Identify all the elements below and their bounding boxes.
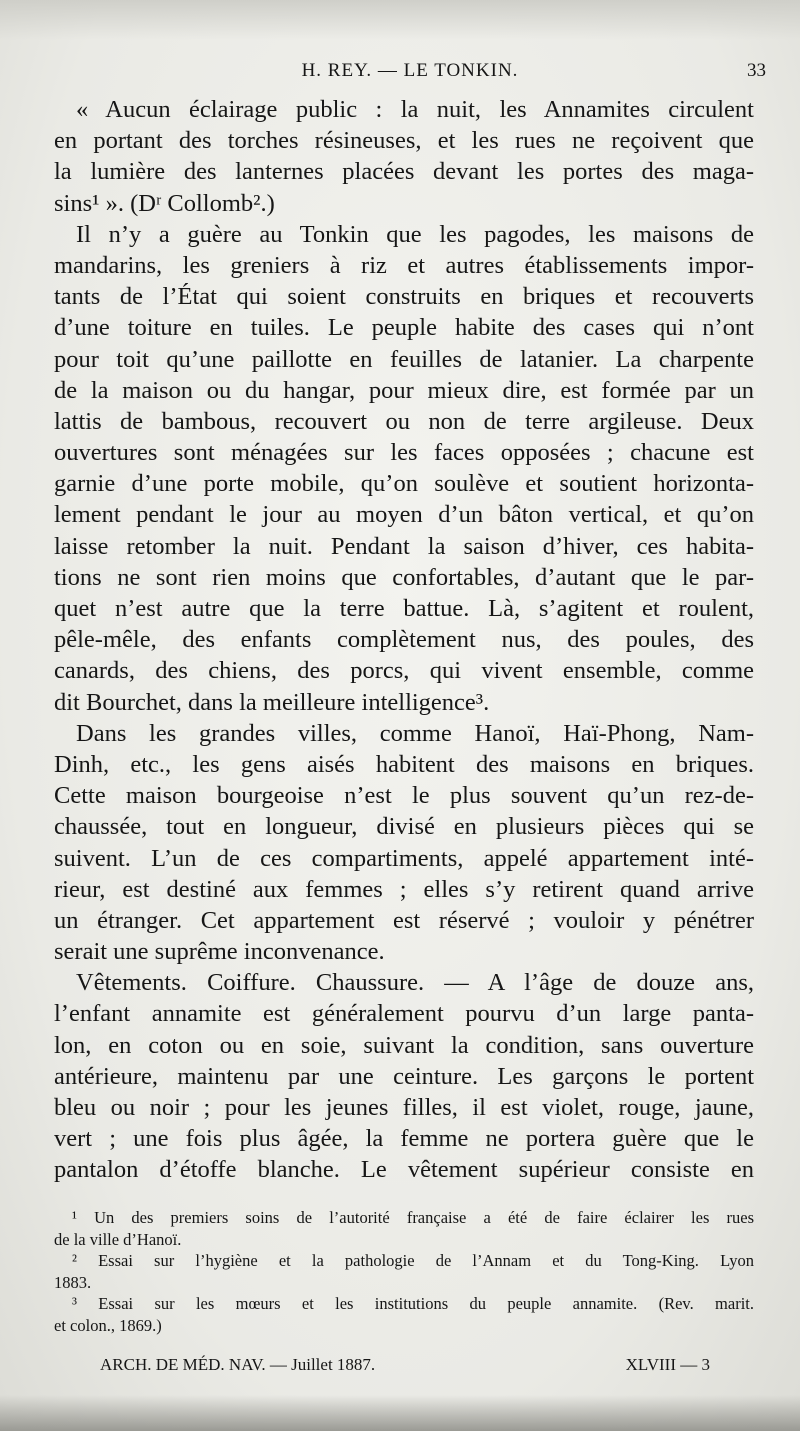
text-line: l’enfant annamite est généralement pourvu d’un large panta- bbox=[54, 1000, 754, 1028]
page-header bbox=[54, 60, 766, 90]
text-line: garnie d’une porte mobile, qu’on soulève et soutient horizonta- bbox=[54, 470, 754, 498]
signature-mark: XLVIII — 3 bbox=[625, 1355, 710, 1374]
text-line: Vêtements. Coiffure. Chaussure. — A l’âge de douze ans, bbox=[76, 969, 754, 997]
journal-reference: ARCH. DE MÉD. NAV. — Juillet 1887. bbox=[100, 1355, 376, 1374]
text-line: tions ne sont rien moins que confortables, d’autant que le par- bbox=[54, 563, 754, 591]
text-line: chaussée, tout en longueur, divisé en plusieurs pièces qui se bbox=[54, 813, 754, 841]
text-line: la lumière des lanternes placées devant les portes des maga- bbox=[54, 158, 754, 186]
text-line: Dans les grandes villes, comme Hanoï, Haï-Phong, Nam- bbox=[76, 719, 754, 747]
text-line: sins¹ ». (Dʳ Collomb².) bbox=[54, 189, 275, 217]
text-line: canards, des chiens, des porcs, qui vivent ensemble, comme bbox=[54, 657, 754, 685]
footnote-line: 1883. bbox=[54, 1272, 92, 1292]
text-line: pantalon d’étoffe blanche. Le vêtement supérieur consiste en bbox=[54, 1156, 754, 1184]
text-line: Dinh, etc., les gens aisés habitent des maisons en briques. bbox=[54, 750, 754, 778]
scan-top-shadow bbox=[0, 0, 800, 40]
text-line: Il n’y a guère au Tonkin que les pagodes, les maisons de bbox=[76, 220, 754, 248]
footnote-line: ¹ Un des premiers soins de l’autorité française a été de faire éclairer les rues bbox=[72, 1208, 754, 1227]
text-line: bleu ou noir ; pour les jeunes filles, il est violet, rouge, jaune, bbox=[54, 1094, 754, 1121]
text-line: serait une suprême inconvenance. bbox=[54, 938, 385, 966]
page-footer bbox=[100, 1355, 710, 1381]
text-line: d’une toiture en tuiles. Le peuple habite des cases qui n’ont bbox=[54, 314, 754, 342]
running-title: H. REY. — LE TONKIN. bbox=[301, 60, 519, 81]
text-line: pêle-mêle, des enfants complètement nus, des poules, des bbox=[54, 626, 754, 654]
footnote-line: ² Essai sur l’hygiène et la pathologie de l’Annam et du Tong-King. Lyon bbox=[72, 1251, 754, 1270]
scan-bottom-edge bbox=[0, 1395, 800, 1431]
text-line: lattis de bambous, recouvert ou non de terre argileuse. Deux bbox=[54, 407, 754, 435]
text-line: tants de l’État qui soient construits en briques et recouverts bbox=[54, 283, 754, 311]
main-text bbox=[54, 94, 754, 1186]
text-line: en portant des torches résineuses, et les rues ne reçoivent que bbox=[54, 127, 754, 155]
footnotes bbox=[54, 1207, 754, 1336]
text-line: dit Bourchet, dans la meilleure intelligence³. bbox=[54, 688, 490, 716]
text-line: vert ; une fois plus âgée, la femme ne portera guère que le bbox=[54, 1125, 754, 1153]
text-line: « Aucun éclairage public : la nuit, les Annamites circulent bbox=[76, 96, 754, 123]
text-line: ouvertures sont ménagées sur les faces opposées ; chacune est bbox=[54, 439, 754, 467]
text-line: quet n’est autre que la terre battue. Là, s’agitent et roulent, bbox=[54, 595, 754, 622]
footnote-line: de la ville d’Hanoï. bbox=[54, 1229, 182, 1249]
footnote-line: ³ Essai sur les mœurs et les institutions du peuple annamite. (Rev. marit. bbox=[72, 1294, 754, 1313]
text-line: lement pendant le jour au moyen d’un bâton vertical, et qu’on bbox=[54, 501, 754, 529]
page-number: 33 bbox=[747, 60, 766, 81]
text-line: Cette maison bourgeoise n’est le plus souvent qu’un rez-de- bbox=[54, 782, 754, 810]
text-line: antérieure, maintenu par une ceinture. Les garçons le portent bbox=[54, 1062, 754, 1090]
text-line: mandarins, les greniers à riz et autres établissements impor- bbox=[54, 251, 754, 279]
text-line: lon, en coton ou en soie, suivant la condition, sans ouverture bbox=[54, 1031, 754, 1059]
text-line: un étranger. Cet appartement est réservé ; vouloir y pénétrer bbox=[54, 906, 754, 934]
text-line: laisse retomber la nuit. Pendant la saison d’hiver, ces habita- bbox=[54, 532, 754, 560]
text-line: suivent. L’un de ces compartiments, appelé appartement inté- bbox=[54, 844, 754, 872]
text-line: de la maison ou du hangar, pour mieux dire, est formée par un bbox=[54, 376, 754, 404]
text-line: rieur, est destiné aux femmes ; elles s’y retirent quand arrive bbox=[54, 875, 754, 903]
footnote-line: et colon., 1869.) bbox=[54, 1315, 162, 1335]
text-line: pour toit qu’une paillotte en feuilles de latanier. La charpente bbox=[54, 345, 754, 373]
